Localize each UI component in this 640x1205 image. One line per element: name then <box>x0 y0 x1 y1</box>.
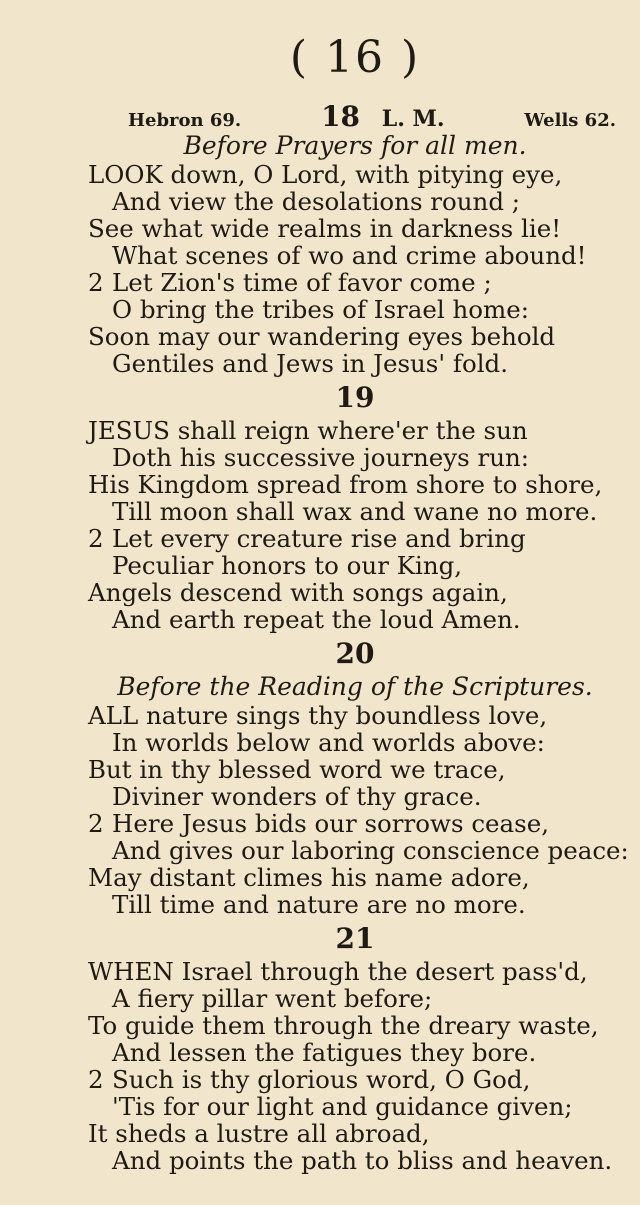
verse-text: May distant climes his name adore, <box>88 863 530 892</box>
verse-line <box>88 1012 622 1039</box>
verse-line <box>112 1147 622 1174</box>
page-number: ( 16 ) <box>289 32 421 83</box>
verse-text: But in thy blessed word we trace, <box>88 755 506 784</box>
verse-line <box>88 269 622 296</box>
verse-text: What scenes of wo and crime abound! <box>112 241 587 270</box>
verse-line <box>88 1066 622 1093</box>
verse-line <box>112 1093 622 1120</box>
tune-left: Hebron 69. <box>128 110 242 131</box>
verse-line <box>112 552 622 579</box>
verse-line <box>88 525 622 552</box>
verse-line <box>112 891 622 918</box>
hymn-number: 18 <box>321 100 361 133</box>
verse-text: Peculiar honors to our King, <box>112 551 463 580</box>
verse-text: Let every creature rise and bring <box>112 524 526 553</box>
verse-line <box>88 702 622 729</box>
verse-text: JESUS shall reign where'er the sun <box>88 416 528 445</box>
verse-text: ALL nature sings thy boundless love, <box>88 701 548 730</box>
verse-text: Such is thy glorious word, O God, <box>112 1065 531 1094</box>
verse-number: 2 <box>88 809 104 838</box>
hymn-number: 19 <box>335 381 375 414</box>
verse-number: 2 <box>88 524 104 553</box>
verse-text: Till time and nature are no more. <box>112 890 526 919</box>
verse-text: To guide them through the dreary waste, <box>88 1011 599 1040</box>
verse-text: A fiery pillar went before; <box>112 984 433 1013</box>
verse-line <box>112 1039 622 1066</box>
verse-text: Diviner wonders of thy grace. <box>112 782 482 811</box>
verse-text: See what wide realms in darkness lie! <box>88 214 562 243</box>
verse-line <box>112 836 629 865</box>
verse-text: Doth his successive journeys run: <box>112 443 530 472</box>
verse-line <box>112 296 622 323</box>
verse-text: Soon may our wandering eyes behold <box>88 322 556 351</box>
verse-line <box>88 810 622 837</box>
hymn-list <box>88 131 629 1175</box>
verse-text: Here Jesus bids our sorrows cease, <box>112 809 550 838</box>
verse-text: His Kingdom spread from shore to shore, <box>88 470 603 499</box>
verse-line <box>112 242 622 269</box>
verse-line <box>112 188 622 215</box>
verse-text: 'Tis for our light and guidance given; <box>112 1092 573 1121</box>
verse-line <box>88 417 622 444</box>
verse-line <box>88 323 622 350</box>
verse-line <box>88 161 622 188</box>
verse-text: In worlds below and worlds above: <box>112 728 545 757</box>
verse-text: And lessen the fatigues they bore. <box>112 1038 537 1067</box>
verse-text: O bring the tribes of Israel home: <box>112 295 530 324</box>
verse-text: Gentiles and Jews in Jesus' fold. <box>112 349 509 378</box>
verse-line <box>112 498 622 525</box>
verse-text: And points the path to bliss and heaven. <box>112 1146 613 1175</box>
meter: L. M. <box>381 106 445 132</box>
verse-line <box>88 471 622 498</box>
hymn-header <box>128 100 616 133</box>
verse-line <box>112 985 622 1012</box>
hymn-occasion: Before Prayers for all men. <box>183 131 527 160</box>
verse-line <box>88 579 622 606</box>
verse-text: Let Zion's time of favor come ; <box>112 268 492 297</box>
verse-line <box>112 444 622 471</box>
verse-line <box>88 215 622 242</box>
verse-text: And view the desolations round ; <box>112 187 521 216</box>
hymn-occasion: Before the Reading of the Scriptures. <box>117 672 593 701</box>
tune-right: Wells 62. <box>524 110 616 131</box>
verse-text: LOOK down, O Lord, with pitying eye, <box>88 160 563 189</box>
verse-text: And gives our laboring conscience peace: <box>112 836 629 865</box>
verse-text: And earth repeat the loud Amen. <box>112 605 521 634</box>
verse-number: 2 <box>88 1065 104 1094</box>
verse-line <box>112 350 622 377</box>
verse-text: It sheds a lustre all abroad, <box>88 1119 430 1148</box>
hymn-number: 20 <box>335 637 375 670</box>
verse-line <box>88 958 622 985</box>
verse-text: WHEN Israel through the desert pass'd, <box>88 957 588 986</box>
verse-line <box>112 606 622 633</box>
verse-line <box>88 756 622 783</box>
verse-number: 2 <box>88 268 104 297</box>
verse-line <box>112 729 622 756</box>
hymn-number-meter <box>321 100 444 133</box>
verse-line <box>112 783 622 810</box>
verse-line <box>88 1120 622 1147</box>
verse-text: Till moon shall wax and wane no more. <box>112 497 598 526</box>
verse-text: Angels descend with songs again, <box>88 578 508 607</box>
verse-line <box>88 864 622 891</box>
hymn-number: 21 <box>335 922 375 955</box>
